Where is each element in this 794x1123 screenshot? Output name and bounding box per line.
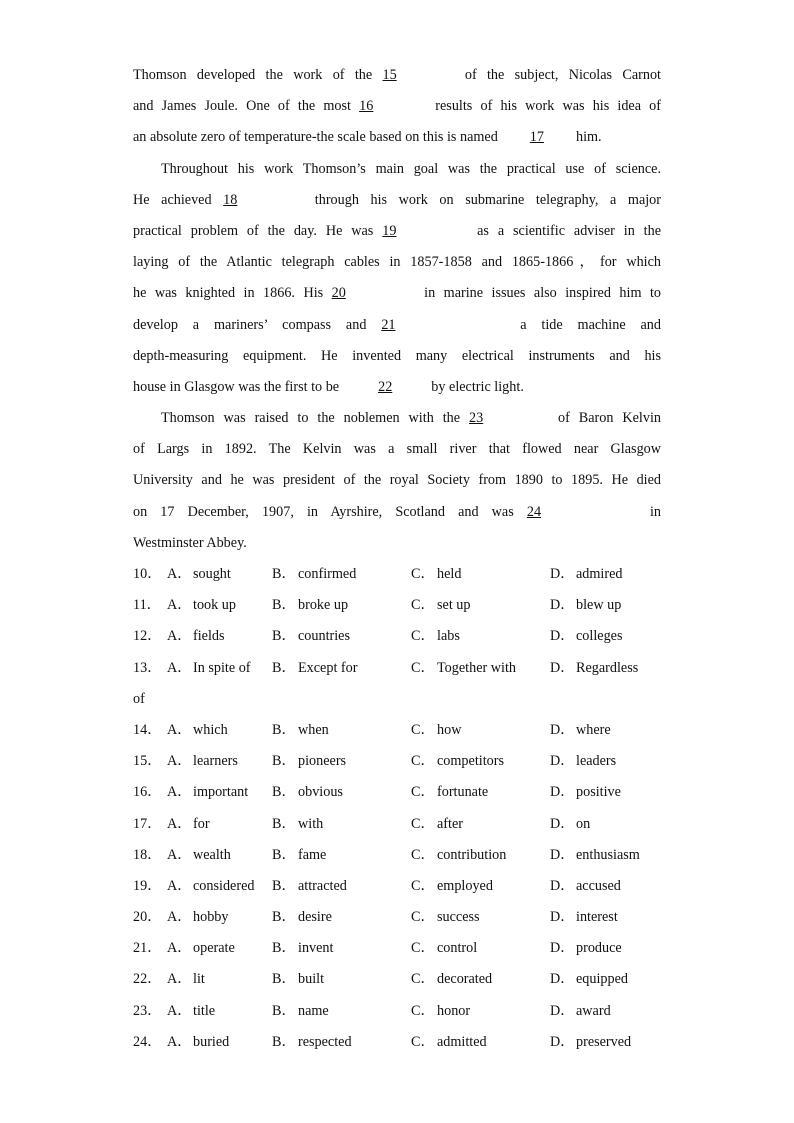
line-text: an absolute zero of temperature-the scale based on this is named	[133, 129, 498, 146]
option-text: for	[193, 815, 210, 832]
option-label: A．	[167, 1033, 192, 1050]
passage-line	[133, 434, 661, 465]
option-label: C．	[411, 971, 435, 988]
line-text: he was knighted in 1866. His	[133, 285, 324, 302]
option-label: A．	[167, 566, 192, 582]
option-text: decorated	[437, 971, 493, 988]
option-c	[411, 746, 504, 777]
option-text: considered	[193, 877, 255, 894]
option-text: enthusiasm	[576, 846, 640, 863]
question-row	[133, 590, 661, 621]
option-label: B．	[272, 721, 296, 738]
option-b	[272, 715, 329, 746]
line-text: University and he was president of the royal Society from 1890 to 1895. He died	[133, 472, 661, 489]
option-c	[411, 559, 461, 590]
option-label: C．	[411, 940, 435, 957]
option-d	[550, 1027, 631, 1058]
option-b	[272, 840, 326, 871]
blank-15: 15	[382, 67, 397, 83]
line-text: of Baron Kelvin	[557, 410, 661, 427]
option-label: C．	[411, 1002, 435, 1019]
question-row	[133, 746, 661, 777]
option-c	[411, 996, 470, 1027]
option-a	[133, 621, 225, 652]
option-a	[133, 1027, 229, 1058]
option-text: where	[576, 721, 611, 738]
option-label: A．	[167, 846, 192, 863]
option-text: built	[298, 971, 325, 988]
option-label: C．	[411, 909, 435, 926]
option-label: D．	[550, 909, 575, 926]
option-text: fame	[298, 846, 327, 863]
line-text: depth-measuring equipment. He invented many electrical instruments and his	[133, 347, 661, 364]
blank-20: 20	[331, 285, 346, 302]
question-row	[133, 871, 661, 902]
passage-line	[133, 310, 661, 341]
option-c	[411, 933, 477, 964]
option-text: lit	[193, 971, 205, 988]
option-label: A．	[167, 597, 192, 614]
option-c	[411, 809, 463, 840]
option-label: B．	[272, 940, 296, 957]
option-label: B．	[272, 784, 296, 801]
option-label: D．	[550, 1033, 575, 1050]
question-row	[133, 777, 661, 808]
question-number: 12．	[133, 628, 162, 645]
option-label: C．	[411, 784, 435, 801]
option-b	[272, 621, 350, 652]
blank-18: 18	[223, 191, 238, 208]
question-row	[133, 902, 661, 933]
option-label: C．	[411, 846, 435, 863]
question-row	[133, 964, 661, 995]
option-text: obvious	[298, 784, 343, 801]
option-d	[550, 777, 621, 808]
option-text: interest	[576, 909, 618, 926]
line-text: results of his work was his idea of	[435, 98, 662, 115]
option-b	[272, 809, 323, 840]
option-d	[550, 933, 622, 964]
option-label: B．	[272, 1002, 296, 1019]
option-d	[550, 621, 622, 652]
option-c	[411, 590, 471, 621]
option-text: when	[298, 721, 329, 738]
option-text: control	[437, 940, 478, 957]
option-label: B．	[272, 877, 296, 894]
option-a	[133, 871, 254, 902]
option-d	[550, 840, 640, 871]
line-text: a tide machine and	[520, 316, 661, 333]
option-text: learners	[193, 753, 238, 770]
option-text: blew up	[576, 597, 622, 614]
option-text: countries	[298, 628, 351, 645]
option-label: C．	[411, 597, 435, 614]
option-a	[133, 653, 251, 684]
blank-23: 23	[469, 410, 484, 427]
option-text: accused	[576, 877, 621, 894]
option-text: how	[437, 721, 462, 738]
option-label: C．	[411, 877, 435, 894]
passage-line	[133, 247, 661, 278]
question-number: 13．	[133, 659, 162, 676]
option-text: honor	[437, 1002, 471, 1019]
option-text: respected	[298, 1033, 352, 1050]
option-label: D．	[550, 1002, 575, 1019]
option-text: important	[193, 784, 249, 801]
option-label: A．	[167, 659, 192, 676]
option-label: A．	[167, 753, 192, 770]
option-label: C．	[411, 753, 435, 770]
option-b	[272, 559, 356, 590]
option-text: name	[298, 1002, 329, 1019]
option-text: produce	[576, 940, 622, 957]
question-row	[133, 809, 661, 840]
option-label: C．	[411, 1033, 435, 1050]
option-text: employed	[437, 877, 493, 894]
option-label: A．	[167, 971, 192, 988]
option-label: A．	[167, 940, 192, 957]
line-text: He achieved	[133, 191, 212, 208]
option-text: buried	[193, 1033, 230, 1050]
option-d	[550, 559, 622, 590]
option-text: labs	[437, 628, 460, 645]
option-text: with	[298, 815, 324, 832]
option-text: Together with	[437, 659, 516, 676]
question-number: 20．	[133, 909, 162, 926]
line-text: Thomson was raised to the noblemen with the	[161, 410, 461, 427]
option-text: positive	[576, 784, 621, 801]
line-text: through his work on submarine telegraphy, a major	[314, 191, 662, 208]
option-b	[272, 1027, 352, 1058]
passage-line	[133, 278, 661, 309]
blank-17: 17	[529, 129, 544, 146]
option-text: confirmed	[298, 566, 357, 582]
question-number: 24．	[133, 1033, 162, 1050]
option-text: equipped	[576, 971, 629, 988]
option-a	[133, 746, 238, 777]
option-d	[550, 902, 618, 933]
option-text: on	[576, 815, 591, 832]
option-label: C．	[411, 815, 435, 832]
option-text: title	[193, 1002, 216, 1019]
option-a	[133, 933, 235, 964]
option-text: admitted	[437, 1033, 487, 1050]
option-text: invent	[298, 940, 334, 957]
passage-line	[133, 497, 661, 528]
option-label: D．	[550, 597, 575, 614]
line-text: laying of the Atlantic telegraph cables in 1857-1858 and 1865-1866，for which	[133, 254, 661, 271]
option-text: colleges	[576, 628, 623, 645]
option-label: D．	[550, 659, 575, 676]
option-text: which	[193, 721, 228, 738]
question-number: 15．	[133, 753, 162, 770]
option-c	[411, 840, 506, 871]
option-c	[411, 621, 460, 652]
option-a	[133, 840, 231, 871]
passage-line	[133, 122, 661, 153]
option-c	[411, 715, 461, 746]
option-label: D．	[550, 784, 575, 801]
passage-line	[133, 465, 661, 496]
question-row	[133, 933, 661, 964]
option-b	[272, 777, 343, 808]
passage-line	[133, 60, 661, 91]
option-text: preserved	[576, 1033, 632, 1050]
line-text: of the subject, Nicolas Carnot	[464, 67, 661, 83]
option-a	[133, 902, 228, 933]
option-label: D．	[550, 846, 575, 863]
question-row	[133, 840, 661, 871]
option-label: B．	[272, 1033, 296, 1050]
option-b	[272, 746, 346, 777]
passage-line	[133, 154, 661, 185]
option-text: success	[437, 909, 480, 926]
question-number: 21．	[133, 940, 162, 957]
option-label: B．	[272, 628, 296, 645]
option-text: attracted	[298, 877, 347, 894]
question-row	[133, 1027, 661, 1058]
line-text: on 17 December, 1907, in Ayrshire, Scotland and was	[133, 503, 514, 520]
option-label: B．	[272, 909, 296, 926]
question-row	[133, 559, 661, 590]
option-text: Except for	[298, 659, 358, 676]
option-b	[272, 871, 347, 902]
option-text: set up	[437, 597, 471, 614]
question-list	[133, 559, 661, 1058]
option-label: D．	[550, 940, 575, 957]
line-text: Throughout his work Thomson’s main goal was the practical use of science.	[161, 160, 661, 177]
option-label: B．	[272, 566, 296, 582]
option-label: C．	[411, 659, 435, 676]
option-wrap-line	[133, 684, 661, 715]
line-text: Westminster Abbey.	[133, 534, 247, 551]
option-text: leaders	[576, 753, 617, 770]
option-text: In spite of	[193, 659, 251, 676]
option-c	[411, 902, 480, 933]
document-page	[133, 60, 661, 1058]
option-b	[272, 964, 324, 995]
line-text: of Largs in 1892. The Kelvin was a small river that flowed near Glasgow	[133, 441, 661, 458]
option-text: operate	[193, 940, 235, 957]
option-label: A．	[167, 1002, 192, 1019]
option-label: B．	[272, 597, 296, 614]
option-text: pioneers	[298, 753, 347, 770]
passage-line	[133, 372, 661, 403]
option-a	[133, 777, 248, 808]
option-a	[133, 715, 228, 746]
option-text: contribution	[437, 846, 507, 863]
option-label: A．	[167, 815, 192, 832]
option-label: A．	[167, 909, 192, 926]
option-label: A．	[167, 721, 192, 738]
line-text: in marine issues also inspired him to	[424, 285, 662, 302]
option-c	[411, 777, 488, 808]
option-label: B．	[272, 971, 296, 988]
question-number: 17．	[133, 815, 162, 832]
option-text-continued: of	[133, 690, 145, 707]
passage-line	[133, 185, 661, 216]
option-a	[133, 996, 215, 1027]
option-b	[272, 653, 357, 684]
passage-line	[133, 91, 661, 122]
option-label: D．	[550, 971, 575, 988]
option-text: Regardless	[576, 659, 639, 676]
blank-22: 22	[378, 378, 393, 395]
option-label: D．	[550, 721, 575, 738]
option-d	[550, 715, 611, 746]
question-row	[133, 715, 661, 746]
option-label: C．	[411, 566, 435, 582]
option-label: B．	[272, 659, 296, 676]
option-d	[550, 590, 621, 621]
option-text: competitors	[437, 753, 504, 770]
option-d	[550, 746, 616, 777]
line-text: and James Joule. One of the most	[133, 98, 351, 115]
option-label: A．	[167, 628, 192, 645]
option-text: broke up	[298, 597, 349, 614]
question-number: 19．	[133, 877, 162, 894]
option-b	[272, 902, 332, 933]
option-d	[550, 871, 621, 902]
option-text: sought	[193, 566, 231, 582]
question-number: 10．	[133, 566, 162, 582]
option-c	[411, 871, 493, 902]
option-c	[411, 1027, 487, 1058]
option-d	[550, 996, 611, 1027]
option-text: award	[576, 1002, 611, 1019]
option-label: D．	[550, 753, 575, 770]
question-row	[133, 996, 661, 1027]
question-row	[133, 653, 661, 684]
option-label: D．	[550, 877, 575, 894]
question-number: 18．	[133, 846, 162, 863]
option-label: A．	[167, 877, 192, 894]
option-label: D．	[550, 628, 575, 645]
line-text: practical problem of the day. He was	[133, 222, 374, 239]
option-text: wealth	[193, 846, 231, 863]
option-text: fields	[193, 628, 225, 645]
blank-19: 19	[382, 222, 397, 239]
passage-line	[133, 216, 661, 247]
question-number: 16．	[133, 784, 162, 801]
option-a	[133, 964, 205, 995]
option-c	[411, 653, 516, 684]
option-d	[550, 809, 590, 840]
option-label: C．	[411, 628, 435, 645]
line-text: develop a mariners’ compass and	[133, 316, 367, 333]
option-label: B．	[272, 753, 296, 770]
line-text: in	[649, 503, 662, 520]
option-a	[133, 809, 210, 840]
line-text: house in Glasgow was the first to be	[133, 378, 340, 395]
question-number: 11．	[133, 597, 161, 614]
option-label: A．	[167, 784, 192, 801]
option-label: B．	[272, 846, 296, 863]
option-b	[272, 933, 333, 964]
option-label: B．	[272, 815, 296, 832]
question-number: 23．	[133, 1002, 162, 1019]
passage-line	[133, 341, 661, 372]
option-b	[272, 590, 348, 621]
option-c	[411, 964, 492, 995]
blank-21: 21	[381, 316, 396, 333]
option-text: held	[437, 566, 462, 582]
line-text: him.	[575, 129, 602, 146]
question-number: 14．	[133, 721, 162, 738]
blank-16: 16	[359, 98, 374, 115]
option-text: hobby	[193, 909, 229, 926]
option-a	[133, 590, 236, 621]
option-d	[550, 653, 638, 684]
option-b	[272, 996, 329, 1027]
option-a	[133, 559, 231, 590]
passage	[133, 60, 661, 559]
line-text: by electric light.	[431, 378, 524, 395]
option-label: D．	[550, 566, 575, 582]
option-d	[550, 964, 628, 995]
option-label: D．	[550, 815, 575, 832]
passage-line	[133, 528, 661, 559]
option-text: took up	[193, 597, 236, 614]
option-text: fortunate	[437, 784, 489, 801]
option-text: desire	[298, 909, 332, 926]
option-text: after	[437, 815, 463, 832]
option-label: C．	[411, 721, 435, 738]
line-text: as a scientific adviser in the	[477, 222, 662, 239]
option-text: admired	[576, 566, 623, 582]
blank-24: 24	[526, 503, 542, 520]
passage-line	[133, 403, 661, 434]
question-number: 22．	[133, 971, 162, 988]
line-text: Thomson developed the work of the	[133, 67, 373, 83]
question-row	[133, 621, 661, 652]
